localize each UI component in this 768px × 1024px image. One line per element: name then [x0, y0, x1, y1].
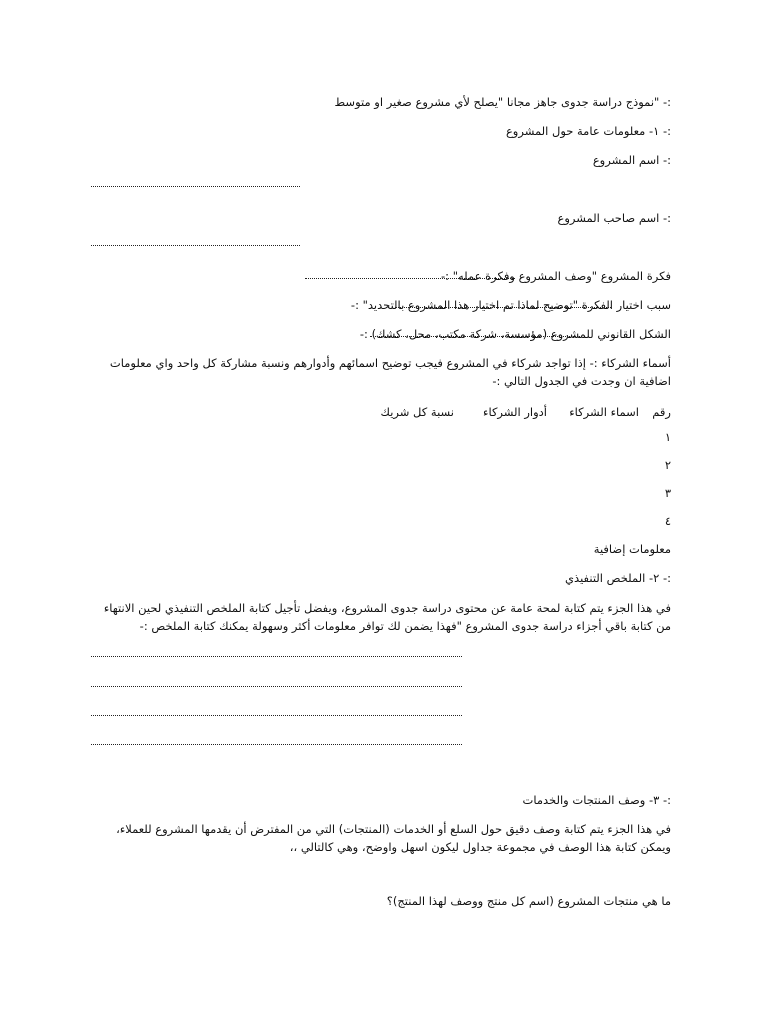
section2-heading: :- ٢- الملخص التنفيذي — [565, 571, 671, 585]
reason-label: سبب اختيار الفكرة "توضيح لماذا تم اختيار هذا المشروع بالتحديد" :- — [350, 298, 671, 312]
extra-info-label: معلومات إضافية — [593, 542, 671, 556]
section2-body: في هذا الجزء يتم كتابة لمحة عامة عن محتوى دراسة جدوى المشروع، ويفضل تأجيل كتابة الملخص التنفيذي لحين الانتهاء من كتابة باقي أجزاء دراسة جدوى المشروع "فهذا يضمن لك توافر معلومات أكثر وسهولة يمكنك كتابة الملخص :- — [103, 601, 671, 633]
table-row-3: ٣ — [664, 486, 671, 500]
header-partner-roles: أدوار الشركاء — [483, 405, 547, 419]
summary-dotted-line-1 — [91, 655, 462, 657]
table-row-2: ٢ — [664, 458, 671, 472]
partners-table-header — [374, 405, 671, 419]
summary-dotted-line-3 — [91, 714, 462, 716]
summary-dotted-line-4 — [91, 743, 462, 745]
table-row-1: ١ — [664, 430, 671, 444]
idea-dotted-line — [305, 277, 515, 279]
owner-name-label: :- اسم صاحب المشروع — [557, 211, 671, 225]
section3-heading: :- ٣- وصف المنتجات والخدمات — [522, 793, 671, 807]
header-number: رقم — [652, 405, 671, 419]
header-partner-names: اسماء الشركاء — [569, 405, 639, 419]
reason-dotted-line — [395, 306, 611, 308]
owner-name-dotted-line — [91, 244, 300, 246]
intro-line: :- "نموذج دراسة جدوى جاهز مجانا "يصلح لأي مشروع صغير او متوسط — [334, 95, 671, 109]
idea-label: فكرة المشروع "وصف المشروع وفكرة عمله" :- — [441, 269, 671, 283]
project-name-dotted-line — [91, 185, 300, 187]
header-partner-share: نسبة كل شريك — [380, 405, 454, 419]
section1-heading: :- ١- معلومات عامة حول المشروع — [505, 124, 671, 138]
partners-description: أسماء الشركاء :- إذا تواجد شركاء في المشروع فيجب توضيح اسمائهم وأدوارهم ونسبة مشاركة كل واحد واي معلومات اضافية ان وجدت في الجدول التالي :- — [109, 356, 671, 388]
table-row-4: ٤ — [664, 514, 671, 528]
summary-dotted-line-2 — [91, 685, 462, 687]
legal-form-dotted-line — [370, 335, 580, 337]
section3-body: في هذا الجزء يتم كتابة وصف دقيق حول السلع أو الخدمات (المنتجات) التي من المفترض أن يقدمها المشروع للعملاء، ويمكن كتابة هذا الوصف في مجموعة جداول ليكون اسهل واوضح، وهي كالتالي ،، — [116, 822, 671, 854]
products-question: ما هي منتجات المشروع (اسم كل منتج ووصف لهذا المنتج)؟ — [386, 894, 671, 908]
project-name-label: :- اسم المشروع — [592, 153, 671, 167]
legal-form-label: الشكل القانوني للمشروع (مؤسسة، شركة مكتب، محل، كشك) :- — [359, 327, 671, 341]
